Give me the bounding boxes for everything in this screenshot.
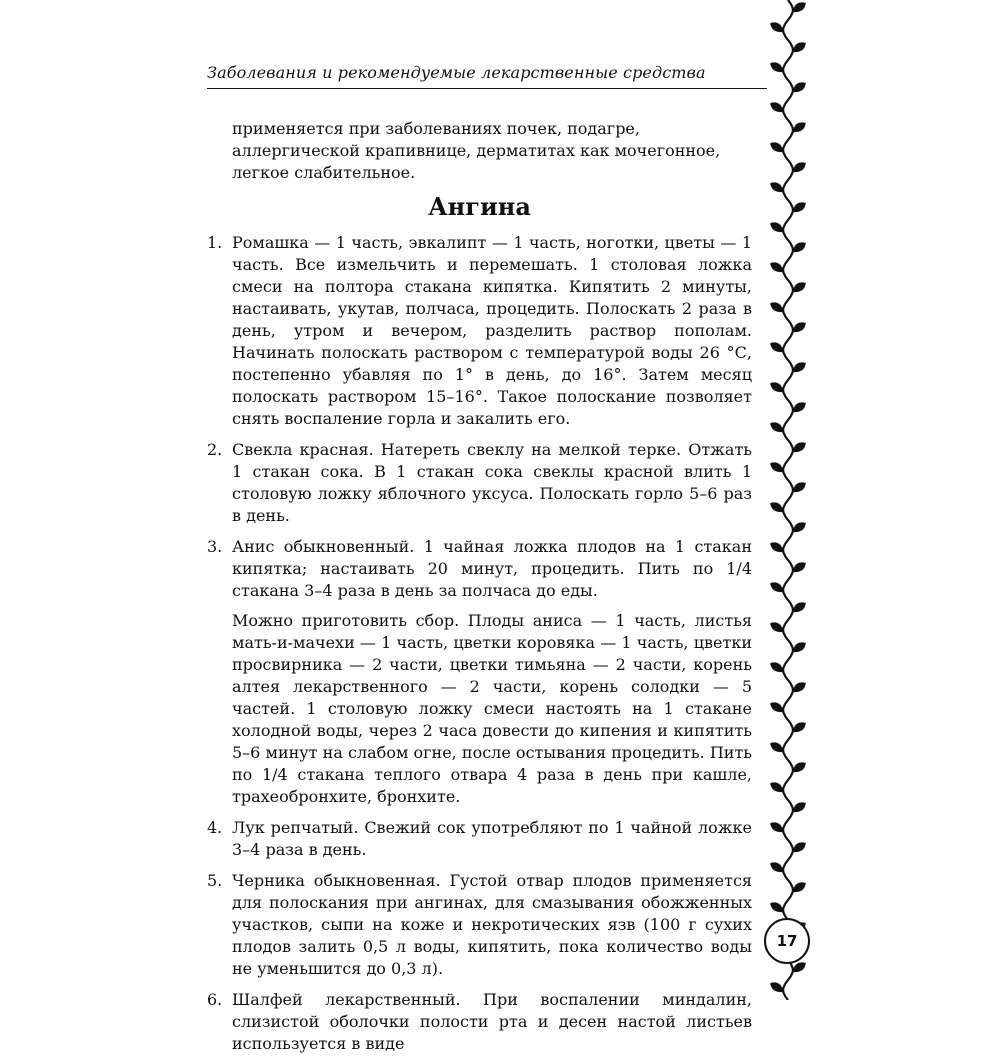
vine-leaf bbox=[793, 162, 806, 172]
vine-leaf bbox=[770, 222, 783, 232]
vine-leaf bbox=[770, 62, 783, 72]
vine-leaf bbox=[770, 862, 783, 872]
item-text: Свекла красная. Натереть свеклу на мелкой терке. Отжать 1 стакан сока. В 1 стакан сока свеклы красной влить 1 столовую ложку яблочного уксуса. Полоскать горло 5–6 раз в день. bbox=[232, 440, 752, 525]
vine-leaf bbox=[770, 702, 783, 712]
vine-leaf bbox=[793, 82, 806, 92]
item-number: 2. bbox=[207, 440, 223, 459]
vine-leaf bbox=[770, 142, 783, 152]
item-number: 1. bbox=[207, 233, 223, 252]
vine-leaf bbox=[770, 302, 783, 312]
page-number: 17 bbox=[776, 932, 798, 950]
item-number: 6. bbox=[207, 990, 223, 1009]
vine-leaf bbox=[793, 282, 806, 292]
vine-leaf bbox=[770, 102, 783, 112]
page-number-badge bbox=[764, 918, 810, 964]
section-title: Ангина bbox=[428, 192, 531, 221]
vine-leaf bbox=[770, 822, 783, 832]
vine-leaf bbox=[793, 2, 806, 12]
vine-leaf bbox=[793, 202, 806, 212]
vine-leaf bbox=[793, 882, 806, 892]
vine-leaf bbox=[770, 382, 783, 392]
item-text: Ромашка — 1 часть, эвкалипт — 1 часть, ноготки, цветы — 1 часть. Все измельчить и перемешать. 1 столовая ложка смеси на полтора стакана кипятка. Кипятить 2 минуты, настаивать, укутав, полчаса, процедить. Полоскать 2 раза в день, утром и вечером, разделить раствор пополам. Начинать полоскать раствором с температурой воды 26 °С, постепенно убавляя по 1° в день, до 16°. Затем месяц полоскать раствором 15–16°. Такое полоскание позволяет снять воспаление горла и закалить его. bbox=[232, 233, 752, 428]
vine-leaf bbox=[770, 462, 783, 472]
vine-leaf bbox=[793, 802, 806, 812]
vine-leaf bbox=[770, 342, 783, 352]
vine-leaf bbox=[793, 42, 806, 52]
vine-leaf bbox=[793, 602, 806, 612]
vine-leaf bbox=[793, 122, 806, 132]
vine-leaf bbox=[793, 402, 806, 412]
item-text: Черника обыкновенная. Густой отвар плодов применяется для полоскания при ангинах, для смазывания обожженных участков, сыпи на коже и некротических язв (100 г сухих плодов залить 0,5 л воды, кипятить, пока количество воды не уменьшится до 0,3 л). bbox=[232, 871, 752, 978]
vine-leaf bbox=[770, 582, 783, 592]
vine-leaf bbox=[793, 522, 806, 532]
item-number: 5. bbox=[207, 871, 223, 890]
vine-leaf bbox=[770, 662, 783, 672]
vine-leaf bbox=[770, 982, 783, 992]
vine-leaf bbox=[793, 442, 806, 452]
vine-leaf bbox=[770, 622, 783, 632]
vine-leaf bbox=[793, 642, 806, 652]
vine-leaf bbox=[793, 762, 806, 772]
intro-paragraph: применяется при заболеваниях почек, подагре, аллергической крапивнице, дерматитах как мочегонное, легкое слабительное. bbox=[232, 119, 721, 182]
header-rule bbox=[207, 88, 767, 89]
vine-leaf bbox=[770, 502, 783, 512]
vine-leaf bbox=[770, 902, 783, 912]
vine-leaf bbox=[770, 542, 783, 552]
vine-leaf bbox=[793, 482, 806, 492]
item-text: Анис обыкновенный. 1 чайная ложка плодов на 1 стакан кипятка; настаивать 20 минут, процедить. Пить по 1/4 стакана 3–4 раза в день за полчаса до еды. bbox=[232, 537, 752, 600]
item-number: 4. bbox=[207, 818, 223, 837]
list-item bbox=[207, 439, 752, 527]
list-item bbox=[207, 870, 752, 980]
vine-border-icon bbox=[768, 0, 818, 1000]
vine-leaf bbox=[770, 422, 783, 432]
vine-leaf bbox=[793, 322, 806, 332]
vine-leaf bbox=[793, 562, 806, 572]
vine-leaf bbox=[793, 682, 806, 692]
list-item bbox=[207, 232, 752, 430]
list-item bbox=[207, 536, 752, 808]
vine-leaf bbox=[770, 742, 783, 752]
item-text-continued: Можно приготовить сбор. Плоды аниса — 1 часть, листья мать-и-мачехи — 1 часть, цветки коровяка — 1 часть, цветки просвирника — 2 части, цветки тимьяна — 2 части, корень алтея лекарственного — 2 части, корень солодки — 5 частей. 1 столовую ложку смеси настоять на 1 стакане холодной воды, через 2 часа довести до кипения и кипятить 5–6 минут на слабом огне, после остывания процедить. Пить по 1/4 стакана теплого отвара 4 раза в день при кашле, трахеобронхите, бронхите. bbox=[232, 611, 752, 806]
vine-leaf bbox=[770, 262, 783, 272]
list-item bbox=[207, 817, 752, 861]
vine-leaf bbox=[793, 242, 806, 252]
vine-leaf bbox=[770, 22, 783, 32]
vine-leaf bbox=[793, 722, 806, 732]
item-text: Лук репчатый. Свежий сок употребляют по 1 чайной ложке 3–4 раза в день. bbox=[232, 818, 752, 859]
list-item bbox=[207, 989, 752, 1055]
item-number: 3. bbox=[207, 537, 223, 556]
vine-leaf bbox=[793, 842, 806, 852]
vine-leaf bbox=[793, 962, 806, 972]
vine-stem bbox=[783, 0, 793, 1000]
item-text: Шалфей лекарственный. При воспалении миндалин, слизистой оболочки полости рта и десен настой листьев используется в виде bbox=[232, 990, 752, 1053]
running-head: Заболевания и рекомендуемые лекарственные средства bbox=[207, 63, 706, 82]
vine-leaf bbox=[793, 362, 806, 372]
vine-leaf bbox=[770, 782, 783, 792]
remedy-list bbox=[207, 232, 752, 1064]
vine-leaf bbox=[770, 182, 783, 192]
